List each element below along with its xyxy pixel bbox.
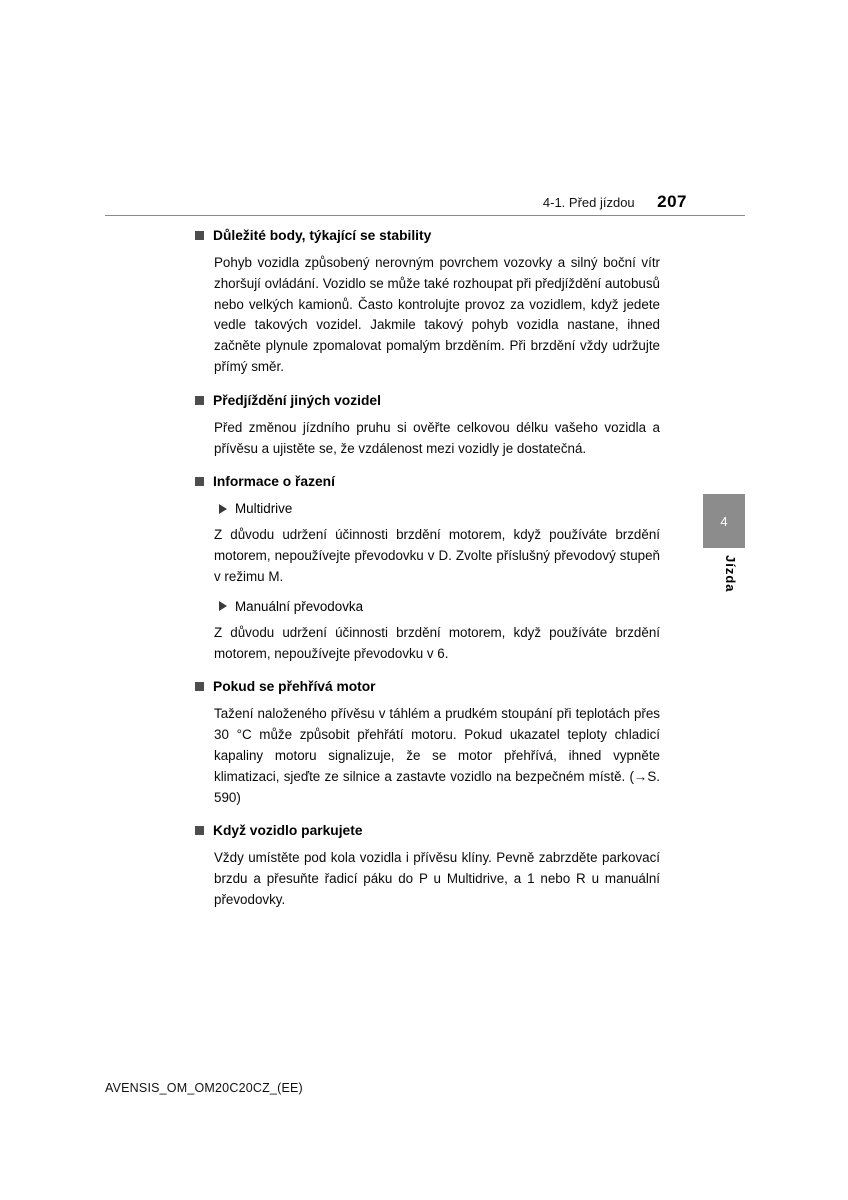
section-engine-overheat [195,678,660,808]
section-heading-text: Pokud se přehřívá motor [213,679,376,695]
footer-document-code: AVENSIS_OM_OM20C20CZ_(EE) [105,1081,303,1095]
paragraph: Pohyb vozidla způsobený nerovným povrchem vozovky a silný boční vítr zhoršují ovládání. Vozidlo se může také rozhoupat při předjíždění autobusů nebo velkých kamionů. Často kontrolujte provoz za vozidlem, když jedete vedle takových vozidel. Jakmile takový pohyb vozidla nastane, ihned začněte plynule zpomalovat pomalým brzděním. Při brzdění vždy udržujte přímý směr. [214,255,660,374]
section-heading [195,473,660,490]
square-bullet-icon [195,396,204,405]
section-overtaking [195,392,660,460]
paragraph: Před změnou jízdního pruhu si ověřte celkovou délku vašeho vozidla a přívěsu a ujistěte se, že vzdálenost mezi vozidly je dostatečná. [214,419,660,456]
section-heading [195,678,660,695]
chapter-side-tab [703,494,745,593]
chapter-breadcrumb: 4-1. Před jízdou [542,195,635,210]
square-bullet-icon [195,231,204,240]
triangle-bullet-icon [219,601,227,611]
subsection-manual-transmission [219,599,660,614]
chapter-tab-number: 4 [703,494,745,548]
square-bullet-icon [195,477,204,486]
page-number: 207 [657,192,687,211]
section-shifting [195,473,660,664]
paragraph: Tažení naloženého přívěsu v táhlém a prudkém stoupání při teplotách přes 30 °C může způsobit přehřátí motoru. Pokud ukazatel teploty chladicí kapaliny motoru signalizuje, že se motor přehřívá, ihned vypněte klimatizaci, sjeďte ze silnice a zastavte vozidlo na bezpečném místě. (→S. 590) [214,706,660,805]
subsection-label: Manuální převodovka [235,598,364,614]
section-heading [195,227,660,244]
subsection-label: Multidrive [235,501,293,517]
paragraph: Z důvodu udržení účinnosti brzdění motorem, když používáte brzdění motorem, nepoužívejte převodovku v D. Zvolte příslušný převodový stupeň v režimu M. [214,527,660,584]
subsection-multidrive [219,501,660,516]
section-heading-text: Předjíždění jiných vozidel [213,392,381,408]
section-heading-text: Důležité body, týkající se stability [213,228,432,243]
square-bullet-icon [195,826,204,835]
section-heading [195,822,660,839]
header-divider [105,215,745,216]
chapter-tab-label: Jízda [723,555,738,593]
square-bullet-icon [195,682,204,691]
section-heading-text: Informace o řazení [213,474,335,490]
section-heading [195,392,660,409]
page-header [105,192,687,212]
section-parking [195,822,660,910]
triangle-bullet-icon [219,504,227,514]
section-heading-text: Když vozidlo parkujete [213,823,363,839]
page-content [195,227,660,914]
paragraph: Z důvodu udržení účinnosti brzdění motorem, když používáte brzdění motorem, nepoužívejte převodovku v 6. [214,624,660,661]
section-stability [195,227,660,378]
paragraph: Vždy umístěte pod kola vozidla i přívěsu klíny. Pevně zabrzděte parkovací brzdu a přesuňte řadicí páku do P u Multidrive, a 1 nebo R u manuální převodovky. [214,850,660,907]
